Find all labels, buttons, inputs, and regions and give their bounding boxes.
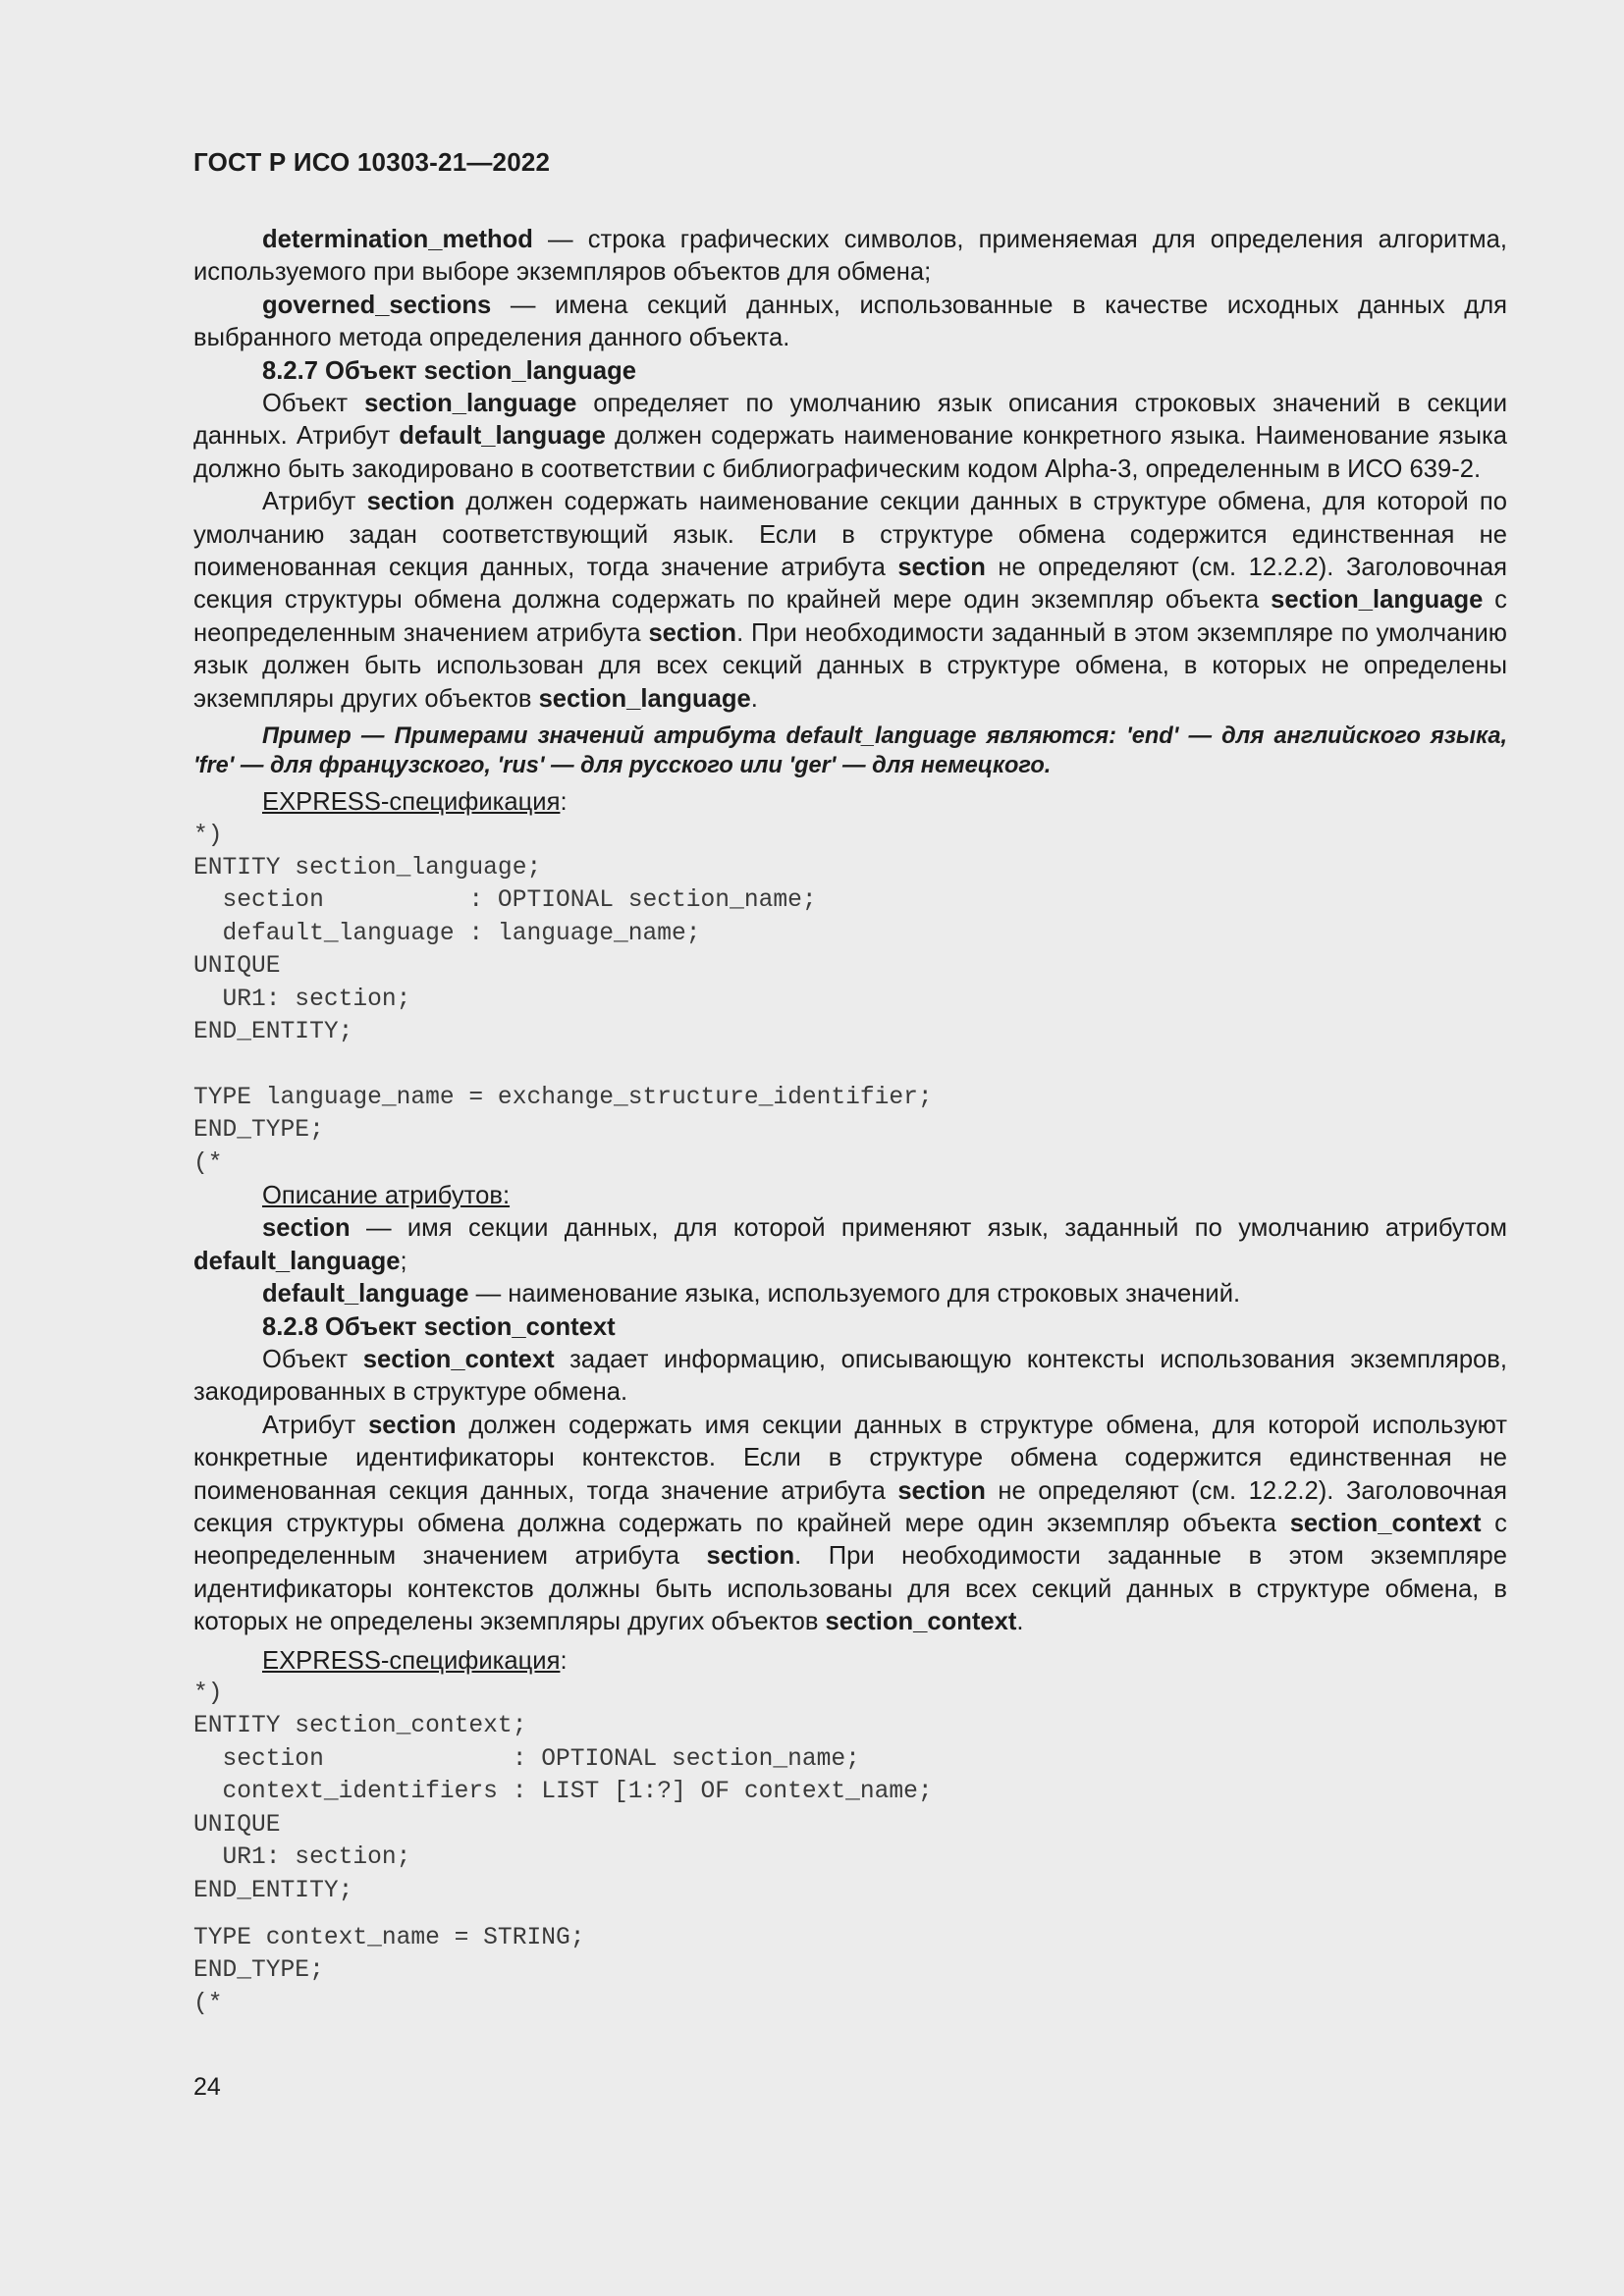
paragraph-default-language-def: default_language — наименование языка, используемого для строковых значений.: [262, 1280, 1241, 1308]
section-heading-8-2-7: 8.2.7 Объект section_language: [262, 356, 636, 385]
term: governed_sections: [262, 291, 492, 319]
section-heading-8-2-8: 8.2.8 Объект section_context: [262, 1312, 616, 1341]
page-body: [193, 224, 1507, 2020]
paragraph-determination-method: determination_method — строка графических символов, применяемая для определения алгоритма, используемого при выборе экземпляров объектов для обмена;: [193, 226, 1507, 287]
example-note: Пример — Примерами значений атрибута default_language являются: 'end' — для английского языка, 'fre' — для французского, 'rus' — для русского или 'ger' — для немецкого.: [193, 723, 1507, 779]
code-block-context-name: TYPE context_name = STRING; END_TYPE; (*: [193, 1924, 585, 2017]
code-block-section-context: *) ENTITY section_context; section : OPTIONAL section_name; context_identifiers : LIST [1:?] OF context_name; UNIQUE UR1: section; END_ENTITY;: [193, 1681, 933, 1904]
code-block-section-language: *) ENTITY section_language; section : OPTIONAL section_name; default_language : language_name; UNIQUE UR1: section; END_ENTITY; TYPE language_name = exchange_structure_identifier; END_TYPE; (*: [193, 822, 933, 1177]
express-spec-label: EXPRESS-спецификация:: [262, 788, 568, 817]
page-number: 24: [193, 2073, 221, 2101]
paragraph-section-attribute: Атрибут section должен содержать наименование секции данных в структуре обмена, для которой по умолчанию задан соответствующий язык. Если в структуре обмена содержится единственная не поименованная секция данных, тогда значение атрибута section не определяют (см. 12.2.2). Заголовочная секция структуры обмена должна содержать по крайней мере один экземпляр объекта section_language с неопределенным значением атрибута section. При необходимости заданный в этом экземпляре по умолчанию язык должен быть использован для всех секций данных в структуре обмена, в которых не определены экземпляры других объектов section_language.: [193, 488, 1507, 713]
express-spec-label-2: EXPRESS-спецификация:: [262, 1646, 568, 1675]
paragraph-section-context-attribute: Атрибут section должен содержать имя секции данных в структуре обмена, для которой используют конкретные идентификаторы контекстов. Если в структуре обмена содержится единственная не поименованная секция данных, тогда значение атрибута section не определяют (см. 12.2.2). Заголовочная секция структуры обмена должна содержать по крайней мере один экземпляр объекта section_context с неопределенным значением атрибута section. При необходимости заданные в этом экземпляре идентификаторы контекстов должны быть использованы для всех секций данных в структуре обмена, в которых не определены экземпляры других объектов section_context.: [193, 1411, 1507, 1636]
document-header: ГОСТ Р ИСО 10303-21—2022: [193, 147, 551, 177]
attributes-label: Описание атрибутов:: [262, 1181, 511, 1209]
paragraph-section-language-intro: Объект section_language определяет по умолчанию язык описания строковых значений в секции данных. Атрибут default_language должен содержать наименование конкретного языка. Наименование языка должно быть закодировано в соответствии с библиографическим кодом Alpha-3, определенным в ИСО 639-2.: [193, 390, 1507, 483]
paragraph-section-def: section — имя секции данных, для которой применяют язык, заданный по умолчанию атрибутом default_language;: [193, 1214, 1507, 1275]
term: determination_method: [262, 226, 533, 253]
paragraph-governed-sections: governed_sections — имена секций данных, использованные в качестве исходных данных для выбранного метода определения данного объекта.: [193, 291, 1507, 352]
paragraph-section-context-intro: Объект section_context задает информацию, описывающую контексты использования экземпляров, закодированных в структуре обмена.: [193, 1346, 1507, 1407]
